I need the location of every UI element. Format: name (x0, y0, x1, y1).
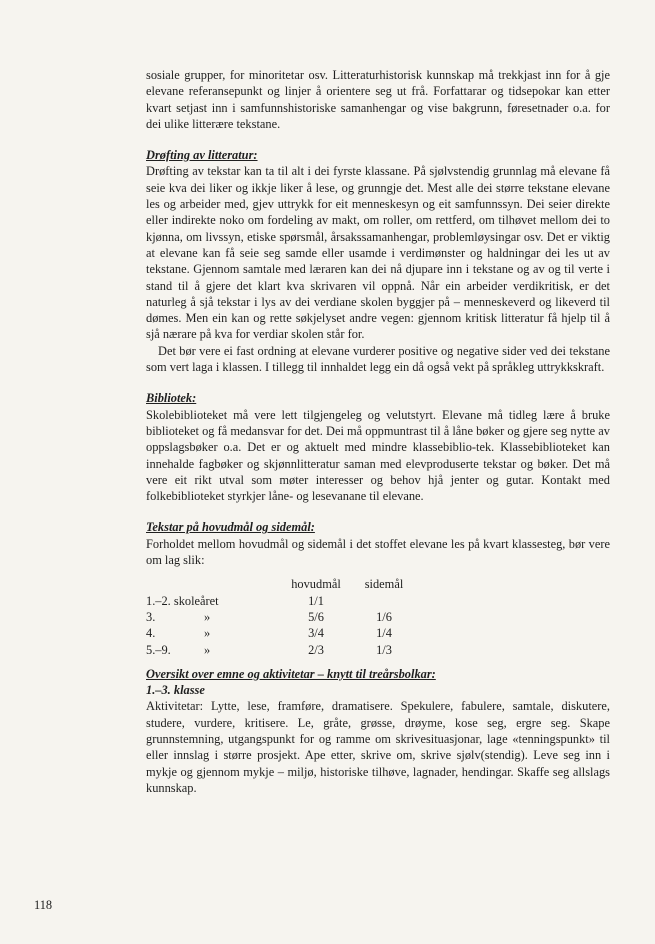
row-hovudmal: 2/3 (308, 642, 324, 657)
table-row (146, 625, 414, 641)
language-ratio-table (146, 576, 414, 657)
header-hovudmal: hovudmål (291, 577, 341, 592)
table-header-row (146, 576, 414, 592)
table-row (146, 593, 414, 609)
heading-drofting: Drøfting av litteratur: (146, 148, 258, 163)
row-sidemal: 1/3 (376, 642, 392, 657)
row-ditto: » (204, 642, 211, 657)
table-row (146, 642, 414, 658)
bibliotek-paragraph: Skolebiblioteket må vere lett tilgjengeleg og velutstyrt. Elevane må tidleg lære å bruke biblioteket og få medansvar for det. Dei må oppmuntrast til å låne bøker og gjere seg nytte av oppslagsbøker o.a. Det er og aktuelt med mindre klassebiblio-tek. Klassebiblioteket kan innehalde fagbøker og skjønnlitteratur saman med elevproduserte tekstar og bøker. Det må vere eit rikt utval som møter interesser og behov hjå jenter og gutar. Kontakt med folkebiblioteket styrkjer låne- og lesevanane til elevane. (146, 407, 610, 504)
heading-tekstar: Tekstar på hovudmål og sidemål: (146, 520, 315, 535)
row-hovudmal: 3/4 (308, 626, 324, 641)
row-label: 1.–2. skoleåret (146, 593, 219, 608)
row-label: 5.–9. (146, 642, 171, 657)
row-label: 3. (146, 609, 156, 624)
row-sidemal: 1/6 (376, 609, 392, 624)
table-row (146, 609, 414, 625)
row-sidemal (354, 593, 414, 609)
row-label: 4. (146, 626, 156, 641)
row-hovudmal: 1/1 (308, 593, 324, 608)
heading-oversikt: Oversikt over emne og aktivitetar – knytt til treårsbolkar: (146, 666, 436, 681)
header-sidemal: sidemål (364, 577, 404, 592)
page-number: 118 (34, 898, 53, 912)
row-ditto: » (204, 609, 211, 624)
heading-bibliotek: Bibliotek: (146, 391, 197, 406)
drofting-paragraph-1: Drøfting av tekstar kan ta til alt i dei fyrste klassane. På sjølvstendig grunnlag må elevane få seie kva dei liker og ikkje liker å lese, og grunngje det. Mest alle dei større tekstane elevane les og arbeider med, gjev uttrykk for eit menneskesyn og eit samfunnssyn. Dei seier direkte eller indirekte noko om fordeling av makt, om roller, om rettferd, om tilhøvet mellom dei to kjønna, om livssyn, etiske spørsmål, årsakssamanhengar, problemløysingar osv. Det er viktig at elevane kan få seie seg samde eller usamde i verdimønster og haldningar dei les ut av tekstane. Gjennom samtale med læraren kan dei nå djupare inn i tekstane og av og til verte i stand til å gjere det klart kva skrivaren vil oppnå. Når ein arbeider verdikritisk, er det naturleg å sjå tekstar i lys av dei verdiane skolen byggjer på – menneskeverd og likeverd til dømes. Men ein kan og rette søkjelyset andre vegen: gjennom kritisk litteratur få hjelp til å sjå nærare på kva for verdiar skolen står for. (146, 164, 610, 342)
intro-paragraph: sosiale grupper, for minoritetar osv. Litteraturhistorisk kunnskap må trekkjast inn for å gje elevane referansepunkt og linjer å orientere seg ut frå. Forfattarar og tidsepokar kan etter kvart setjast inn i samfunnshistoriske samanhengar og vise bakgrunn, føresetnader o.a. for dei ulike litterære tekstane. (146, 68, 610, 131)
tekstar-paragraph: Forholdet mellom hovudmål og sidemål i det stoffet elevane les på kvart klassesteg, bør vere om lag slik: (146, 536, 610, 568)
aktivitetar-paragraph: Aktivitetar: Lytte, lese, framføre, dramatisere. Spekulere, fabulere, samtale, diskutere, studere, vurdere, kritisere. Le, gråte, grøsse, drøyme, kose seg, ergre seg. Skape grunnstemning, utgangspunkt for og ramme om skrivesituasjonar, lage «tenningspunkt» til eller innslag i større prosjekt. Ape etter, skrive om, skrive sjølv(stendig). Leve seg inn i mykje og gjennom mykje – miljø, historiske tilhøve, lagnader, hendingar. Skaffe seg allslags kunnskap. (146, 699, 610, 795)
row-hovudmal: 5/6 (308, 609, 324, 624)
drofting-paragraph-2: Det bør vere ei fast ordning at elevane vurderer positive og negative sider ved dei tekstane som vert laga i klassen. I tillegg til innhaldet legg ein då også vekt på språkleg uttrykkskraft. (146, 343, 610, 375)
row-ditto: » (204, 626, 211, 641)
row-sidemal: 1/4 (376, 626, 392, 641)
page-body (146, 67, 610, 796)
heading-klasse: 1.–3. klasse (146, 683, 205, 698)
